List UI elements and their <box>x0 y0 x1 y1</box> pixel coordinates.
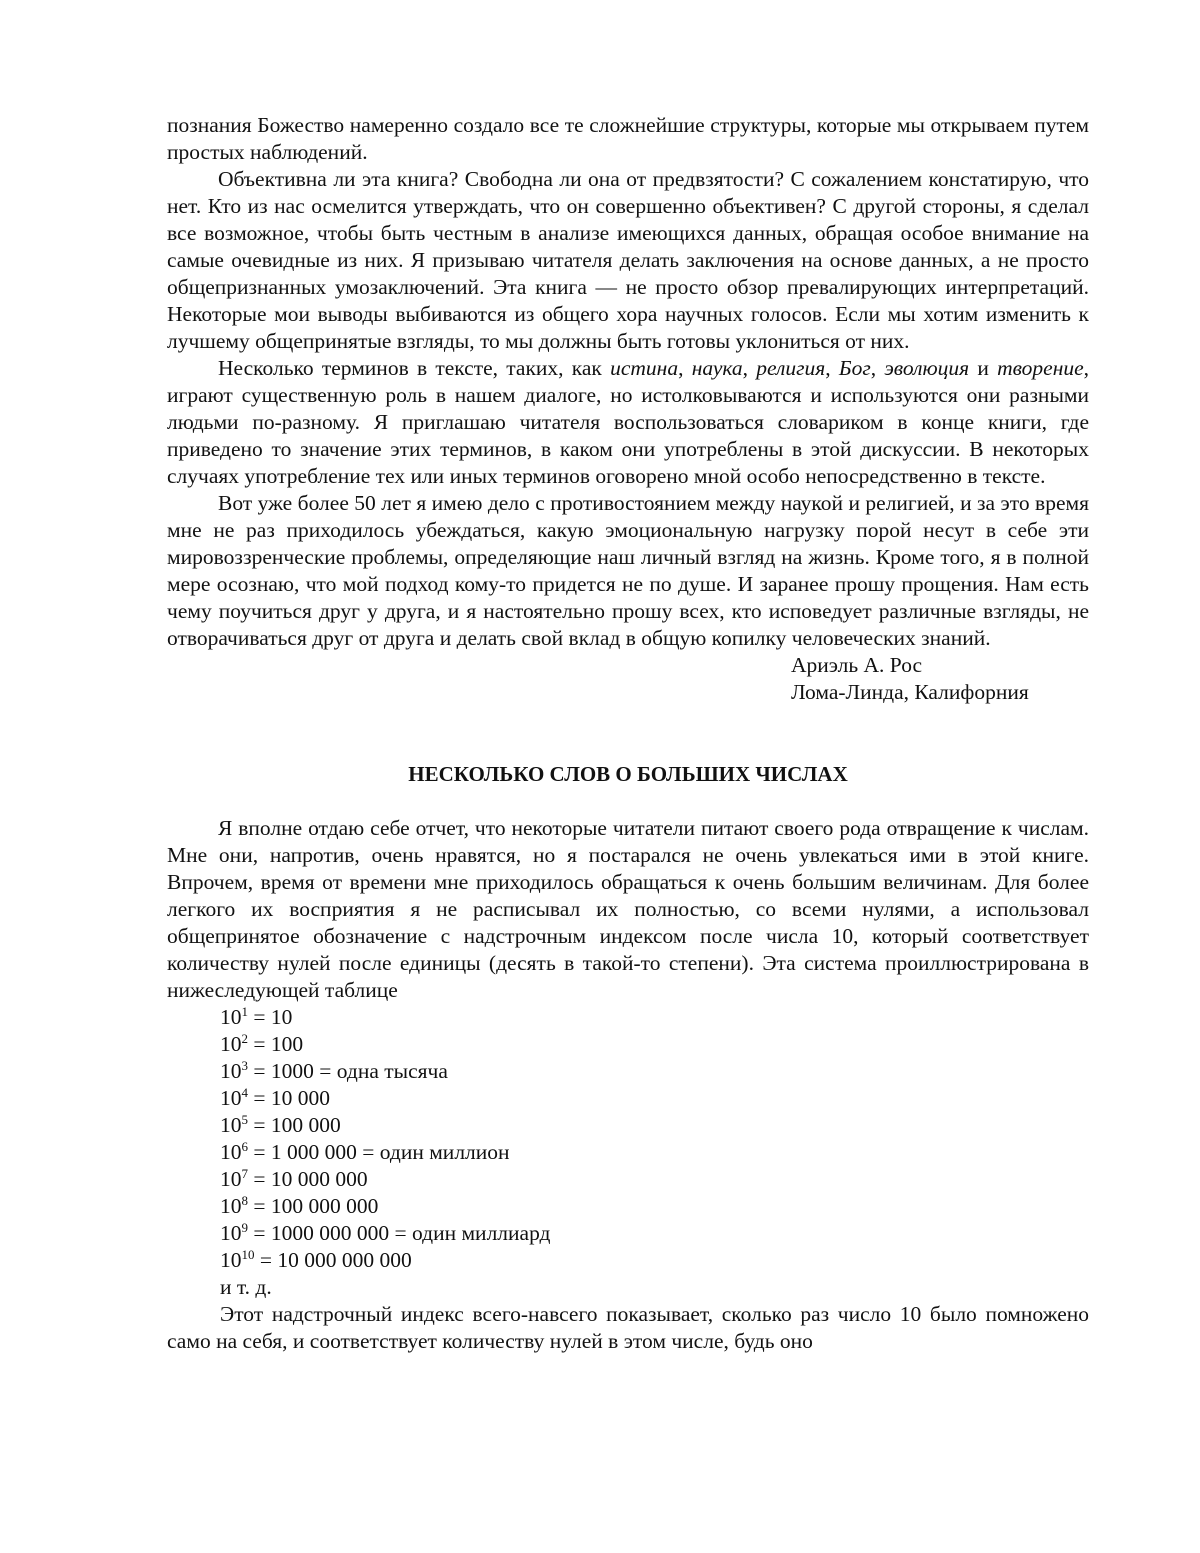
document-page <box>167 112 1089 1355</box>
text-run: , <box>678 356 692 380</box>
signature-place: Лома-Линда, Калифорния <box>791 680 1029 704</box>
exponent: 4 <box>241 1085 248 1100</box>
power-row: $10^4 = 10$ 000 <box>220 1085 331 1110</box>
signature-author: Ариэль А. Рос <box>791 653 923 677</box>
term-creation: творение <box>997 356 1084 380</box>
text-run: и <box>969 356 998 380</box>
exponent: 3 <box>241 1058 248 1073</box>
text-run: , <box>825 356 839 380</box>
exponent: 1 <box>241 1004 248 1019</box>
paragraph-numbers-intro: Я вполне отдаю себе отчет, что некоторые читатели питают своего рода отвращение к числам. Мне они, напротив, очень нравятся, но я постарался не очень увлекаться ими в этой книге. Впрочем, время от времени мне приходилось обращаться к очень большим величинам. Для более легкого их восприятия я не расписывал их полностью, со всеми нулями, а использовал общепринятое обозначение с надстрочным индексом после числа 10, который соответствует количеству нулей после единицы (десять в такой-то степени). Эта система проиллюстрирована в нижеследующей таблице <box>167 816 1089 1002</box>
text-run: , <box>742 356 757 380</box>
spacer <box>167 788 1089 815</box>
paragraph-continuation: познания Божество намеренно создало все те сложнейшие структуры, которые мы открываем путем простых наблюдений. <box>167 113 1089 164</box>
powers-table <box>167 1004 1089 1301</box>
exponent: 6 <box>241 1139 248 1154</box>
power-row: $10^2 = 100$ <box>220 1031 304 1056</box>
power-row: $10^9 = 1000$ 000 000 = один миллиард <box>220 1220 551 1245</box>
paragraph-superscript-explained: Этот надстрочный индекс всего-навсего показывает, сколько раз число 10 было помножено само на себя, и соответствует количеству нулей в этом числе, будь оно <box>167 1302 1089 1353</box>
power-row: $10^3 = 1000$ = одна тысяча <box>220 1058 448 1083</box>
term-science: наука <box>691 356 743 380</box>
exponent: 10 <box>241 1247 255 1262</box>
term-truth: истина <box>610 356 679 380</box>
term-evolution: эволюция <box>884 356 970 380</box>
paragraph-fifty-years: Вот уже более 50 лет я имею дело с противостоянием между наукой и религией, и за это время мне не раз приходилось убеждаться, какую эмоциональную нагрузку порой несут в себе эти мировоззренческие проблемы, определяющие наш личный взгляд на жизнь. Кроме того, я в полной мере осознаю, что мой подход кому-то придется не по душе. И заранее прошу прощения. Нам есть чему поучиться друг у друга, и я настоятельно прошу всех, кто исповедует различные взгляды, не отворачиваться друг от друга и делать свой вклад в общую копилку человеческих знаний. <box>167 491 1089 650</box>
text-run: , <box>870 356 885 380</box>
term-religion: религия <box>756 356 826 380</box>
paragraph-terms <box>167 355 1089 490</box>
exponent: 8 <box>241 1193 248 1208</box>
exponent: 7 <box>241 1166 248 1181</box>
power-row: $10^{10} = 10$ 000 000 000 <box>220 1247 412 1272</box>
text-run: Несколько терминов в тексте, таких, как <box>218 356 611 380</box>
paragraph-objectivity: Объективна ли эта книга? Свободна ли она от предвзятости? С сожалением констатирую, что нет. Кто из нас осмелится утверждать, что он совершенно объективен? С другой стороны, я сделал все возможное, чтобы быть честным в анализе имеющихся данных, обращая особое внимание на самые очевидные из них. Я призываю читателя делать заключения на основе данных, а не просто общепризнанных умозаключений. Эта книга — не просто обзор превалирующих интерпретаций. Некоторые мои выводы выбиваются из общего хора научных голосов. Если мы хотим изменить к лучшему общепринятые взгляды, то мы должны быть готовы уклониться от них. <box>167 167 1089 353</box>
section-heading: НЕСКОЛЬКО СЛОВ О БОЛЬШИХ ЧИСЛАХ <box>408 762 848 786</box>
power-row: $10^5 = 100$ 000 <box>220 1112 341 1137</box>
term-god: Бог <box>838 356 871 380</box>
exponent: 9 <box>241 1220 248 1235</box>
exponent: 5 <box>241 1112 248 1127</box>
power-row: $10^1 = 10$ <box>220 1004 293 1029</box>
power-row: $10^8 = 100$ 000 000 <box>220 1193 379 1218</box>
power-etc: и т. д. <box>220 1275 272 1299</box>
power-row: $10^7 = 10$ 000 000 <box>220 1166 368 1191</box>
text-run: , играют существенную роль в нашем диалоге, но истолковываются и используются они разными людьми по-разному. Я приглашаю читателя воспользоваться словариком в конце книги, где приведено то значение этих терминов, в каком они употреблены в этой дискуссии. В некоторых случаях употребление тех или иных терминов оговорено мной особо непосредственно в тексте. <box>167 356 1090 488</box>
power-row: $10^6 = 1$ 000 000 = один миллион <box>220 1139 510 1164</box>
exponent: 2 <box>241 1031 248 1046</box>
